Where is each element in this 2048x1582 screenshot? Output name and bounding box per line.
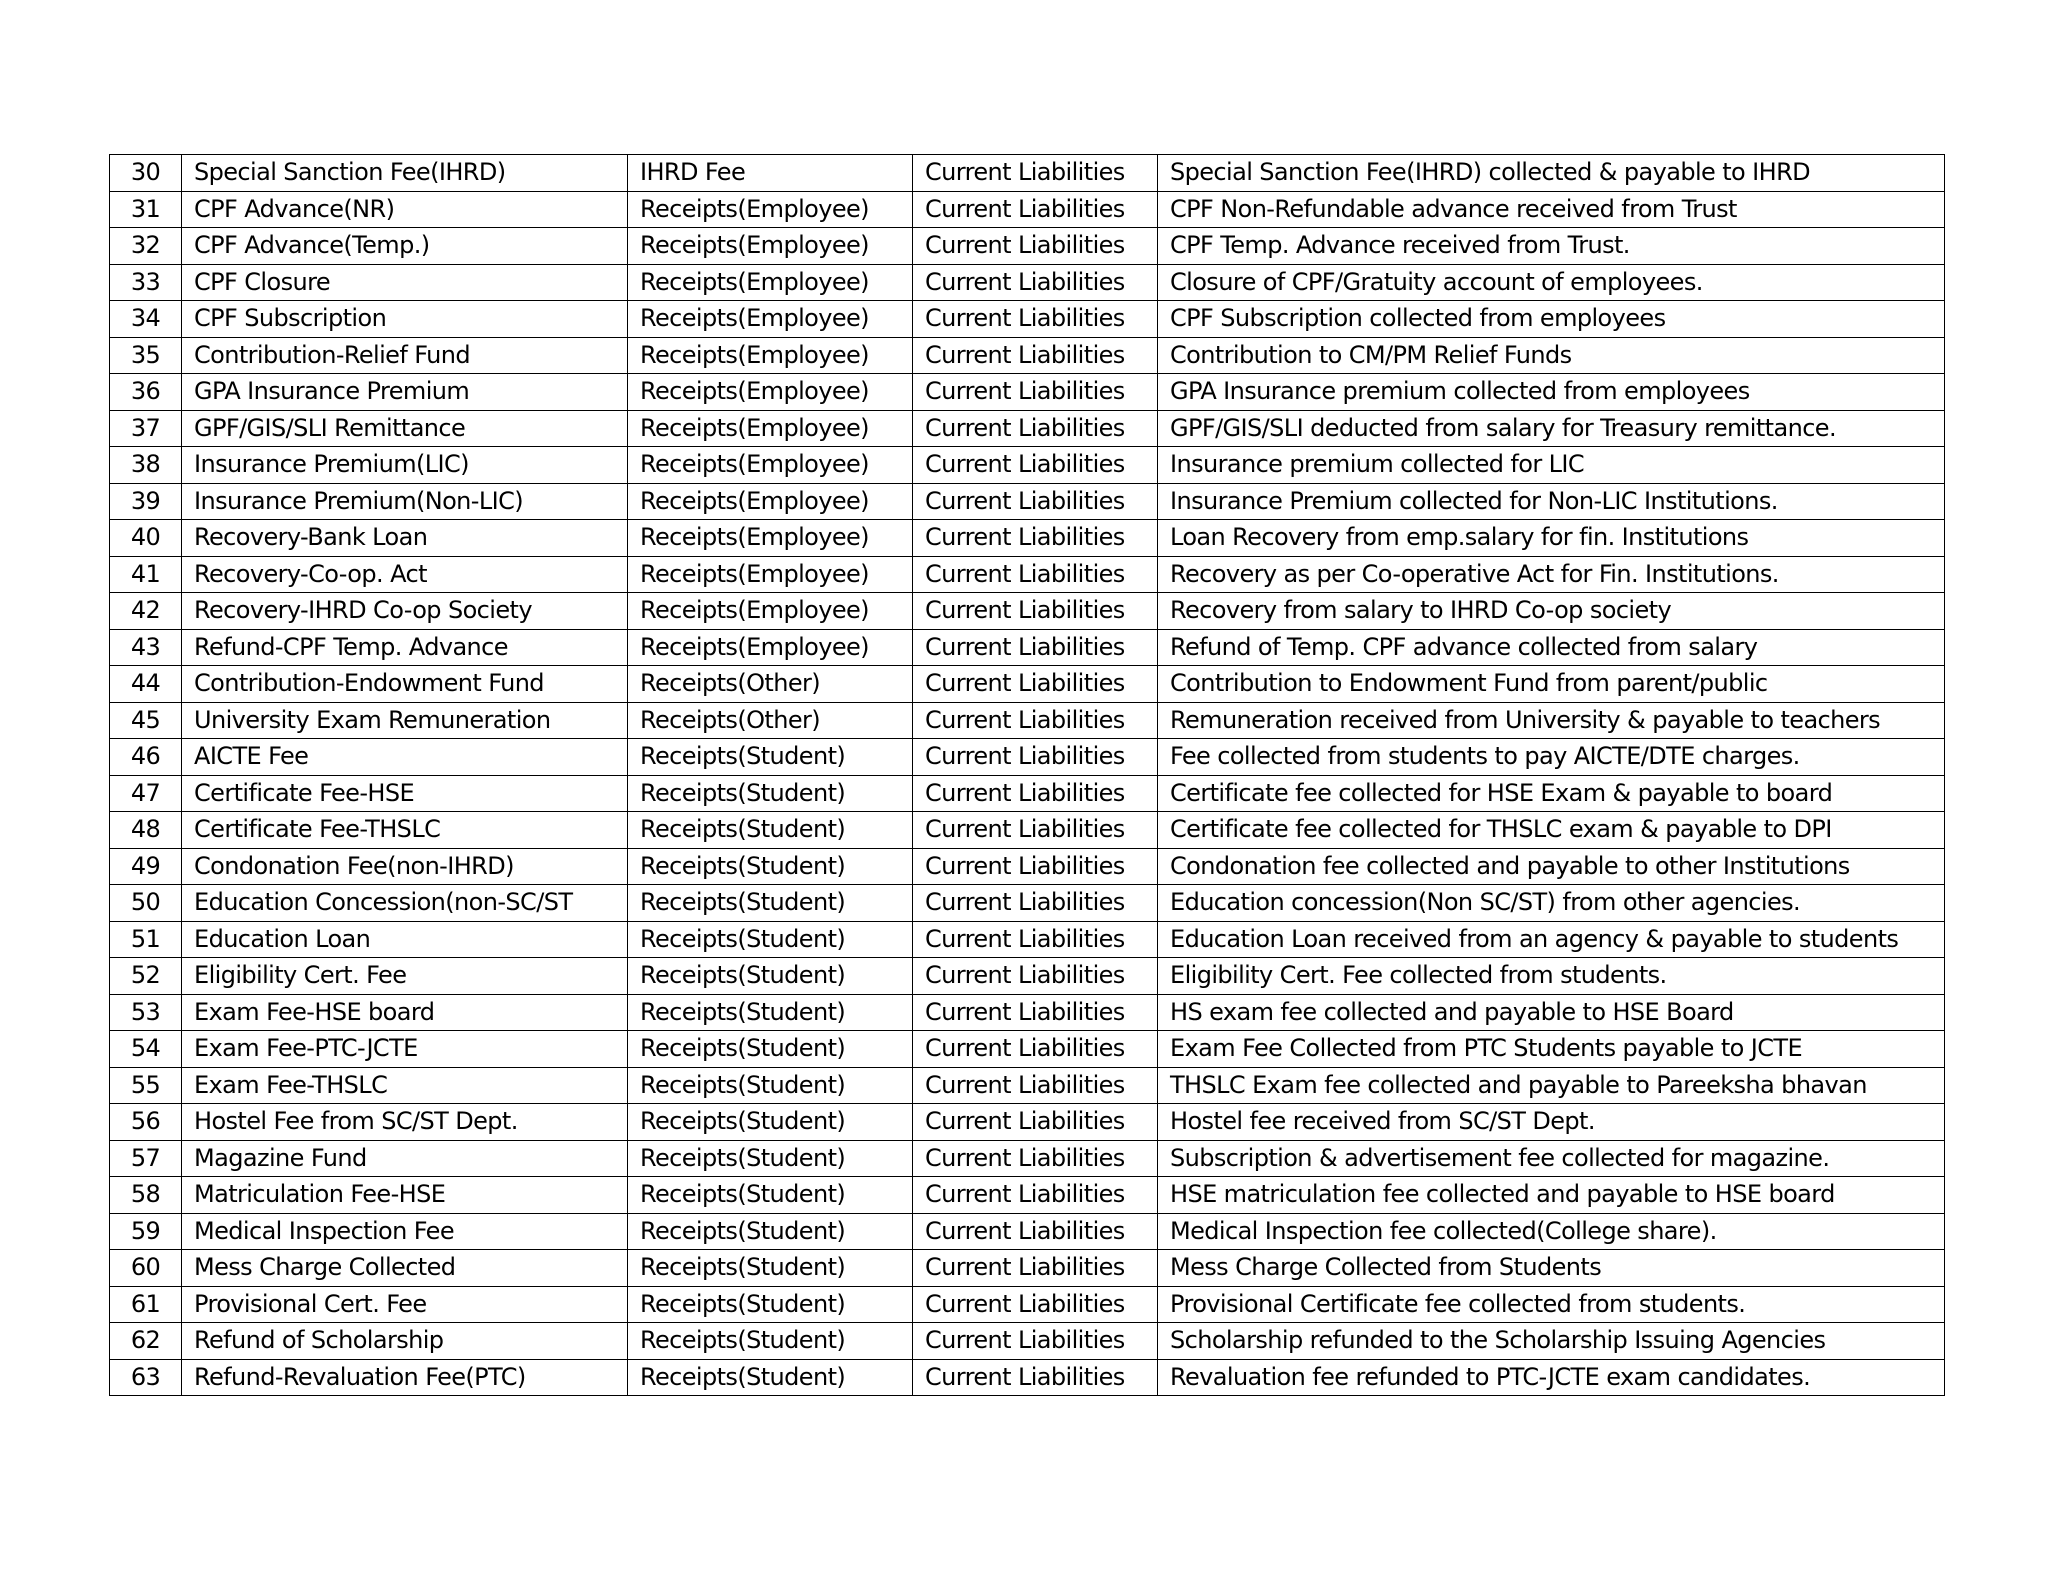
table-row <box>110 629 1945 666</box>
account-group: Current Liabilities <box>913 520 1158 557</box>
table-row <box>110 1286 1945 1323</box>
receipt-type: Receipts(Employee) <box>628 593 913 630</box>
account-head-name: CPF Closure <box>182 264 628 301</box>
account-group: Current Liabilities <box>913 593 1158 630</box>
account-head-name: Provisional Cert. Fee <box>182 1286 628 1323</box>
account-head-name: Insurance Premium(Non-LIC) <box>182 483 628 520</box>
account-head-name: Recovery-Bank Loan <box>182 520 628 557</box>
description: Fee collected from students to pay AICTE/DTE charges. <box>1158 739 1945 776</box>
row-number: 30 <box>110 155 182 192</box>
receipt-type: Receipts(Student) <box>628 775 913 812</box>
account-group: Current Liabilities <box>913 958 1158 995</box>
description: Hostel fee received from SC/ST Dept. <box>1158 1104 1945 1141</box>
description: CPF Temp. Advance received from Trust. <box>1158 228 1945 265</box>
row-number: 52 <box>110 958 182 995</box>
receipt-type: Receipts(Other) <box>628 666 913 703</box>
receipt-type: Receipts(Student) <box>628 812 913 849</box>
account-head-name: GPF/GIS/SLI Remittance <box>182 410 628 447</box>
table-row <box>110 666 1945 703</box>
account-head-name: Recovery-Co-op. Act <box>182 556 628 593</box>
row-number: 37 <box>110 410 182 447</box>
row-number: 60 <box>110 1250 182 1287</box>
receipt-type: Receipts(Employee) <box>628 520 913 557</box>
receipt-type: Receipts(Employee) <box>628 447 913 484</box>
account-head-name: GPA Insurance Premium <box>182 374 628 411</box>
account-group: Current Liabilities <box>913 1067 1158 1104</box>
row-number: 34 <box>110 301 182 338</box>
description: Loan Recovery from emp.salary for fin. Institutions <box>1158 520 1945 557</box>
receipt-type: Receipts(Student) <box>628 1250 913 1287</box>
account-head-name: Education Concession(non-SC/ST <box>182 885 628 922</box>
receipt-type: Receipts(Student) <box>628 1031 913 1068</box>
account-head-name: Matriculation Fee-HSE <box>182 1177 628 1214</box>
account-group: Current Liabilities <box>913 228 1158 265</box>
account-head-name: Eligibility Cert. Fee <box>182 958 628 995</box>
table-row <box>110 447 1945 484</box>
table-row <box>110 812 1945 849</box>
table-row <box>110 775 1945 812</box>
table-row <box>110 739 1945 776</box>
receipt-type: Receipts(Employee) <box>628 556 913 593</box>
account-group: Current Liabilities <box>913 848 1158 885</box>
account-head-name: Refund-CPF Temp. Advance <box>182 629 628 666</box>
account-head-name: Hostel Fee from SC/ST Dept. <box>182 1104 628 1141</box>
row-number: 58 <box>110 1177 182 1214</box>
row-number: 61 <box>110 1286 182 1323</box>
account-group: Current Liabilities <box>913 1359 1158 1396</box>
description: GPA Insurance premium collected from employees <box>1158 374 1945 411</box>
account-group: Current Liabilities <box>913 1177 1158 1214</box>
description: Contribution to Endowment Fund from parent/public <box>1158 666 1945 703</box>
row-number: 62 <box>110 1323 182 1360</box>
row-number: 31 <box>110 191 182 228</box>
table-row <box>110 702 1945 739</box>
receipt-type: Receipts(Student) <box>628 1177 913 1214</box>
table-row <box>110 1140 1945 1177</box>
account-group: Current Liabilities <box>913 447 1158 484</box>
description: Exam Fee Collected from PTC Students payable to JCTE <box>1158 1031 1945 1068</box>
account-head-name: Certificate Fee-HSE <box>182 775 628 812</box>
account-head-name: Magazine Fund <box>182 1140 628 1177</box>
description: Certificate fee collected for HSE Exam & payable to board <box>1158 775 1945 812</box>
description: Recovery from salary to IHRD Co-op society <box>1158 593 1945 630</box>
table-row <box>110 1213 1945 1250</box>
account-group: Current Liabilities <box>913 337 1158 374</box>
table-row <box>110 958 1945 995</box>
table-row <box>110 228 1945 265</box>
row-number: 46 <box>110 739 182 776</box>
row-number: 63 <box>110 1359 182 1396</box>
description: Closure of CPF/Gratuity account of employees. <box>1158 264 1945 301</box>
row-number: 54 <box>110 1031 182 1068</box>
row-number: 39 <box>110 483 182 520</box>
description: Provisional Certificate fee collected from students. <box>1158 1286 1945 1323</box>
receipt-type: Receipts(Student) <box>628 1104 913 1141</box>
receipt-type: Receipts(Student) <box>628 885 913 922</box>
account-head-name: Contribution-Relief Fund <box>182 337 628 374</box>
description: Recovery as per Co-operative Act for Fin. Institutions. <box>1158 556 1945 593</box>
account-head-name: Exam Fee-PTC-JCTE <box>182 1031 628 1068</box>
account-group: Current Liabilities <box>913 775 1158 812</box>
receipt-type: Receipts(Student) <box>628 1323 913 1360</box>
receipt-type: Receipts(Employee) <box>628 301 913 338</box>
account-group: Current Liabilities <box>913 1140 1158 1177</box>
description: Refund of Temp. CPF advance collected from salary <box>1158 629 1945 666</box>
account-group: Current Liabilities <box>913 629 1158 666</box>
row-number: 43 <box>110 629 182 666</box>
receipt-type: Receipts(Employee) <box>628 483 913 520</box>
row-number: 51 <box>110 921 182 958</box>
description: CPF Non-Refundable advance received from Trust <box>1158 191 1945 228</box>
row-number: 44 <box>110 666 182 703</box>
table-row <box>110 1031 1945 1068</box>
account-head-name: University Exam Remuneration <box>182 702 628 739</box>
account-head-name: Refund of Scholarship <box>182 1323 628 1360</box>
table-row <box>110 337 1945 374</box>
table-row <box>110 1323 1945 1360</box>
account-head-name: Certificate Fee-THSLC <box>182 812 628 849</box>
table-row <box>110 520 1945 557</box>
row-number: 59 <box>110 1213 182 1250</box>
row-number: 41 <box>110 556 182 593</box>
table-row <box>110 921 1945 958</box>
table-row <box>110 1067 1945 1104</box>
description: Eligibility Cert. Fee collected from students. <box>1158 958 1945 995</box>
table-row <box>110 301 1945 338</box>
account-head-name: Mess Charge Collected <box>182 1250 628 1287</box>
receipt-type: Receipts(Student) <box>628 958 913 995</box>
receipt-type: Receipts(Employee) <box>628 337 913 374</box>
row-number: 45 <box>110 702 182 739</box>
account-head-name: Refund-Revaluation Fee(PTC) <box>182 1359 628 1396</box>
account-group: Current Liabilities <box>913 1031 1158 1068</box>
table-row <box>110 191 1945 228</box>
account-group: Current Liabilities <box>913 264 1158 301</box>
table-row <box>110 1177 1945 1214</box>
account-group: Current Liabilities <box>913 155 1158 192</box>
description: Special Sanction Fee(IHRD) collected & payable to IHRD <box>1158 155 1945 192</box>
table-row <box>110 994 1945 1031</box>
row-number: 42 <box>110 593 182 630</box>
account-group: Current Liabilities <box>913 1250 1158 1287</box>
description: CPF Subscription collected from employees <box>1158 301 1945 338</box>
account-head-name: Recovery-IHRD Co-op Society <box>182 593 628 630</box>
description: Subscription & advertisement fee collected for magazine. <box>1158 1140 1945 1177</box>
account-head-name: Exam Fee-THSLC <box>182 1067 628 1104</box>
table-row <box>110 410 1945 447</box>
row-number: 32 <box>110 228 182 265</box>
row-number: 35 <box>110 337 182 374</box>
row-number: 57 <box>110 1140 182 1177</box>
account-group: Current Liabilities <box>913 191 1158 228</box>
receipt-type: Receipts(Employee) <box>628 264 913 301</box>
description: Mess Charge Collected from Students <box>1158 1250 1945 1287</box>
row-number: 33 <box>110 264 182 301</box>
account-group: Current Liabilities <box>913 666 1158 703</box>
row-number: 50 <box>110 885 182 922</box>
account-group: Current Liabilities <box>913 483 1158 520</box>
table-row <box>110 885 1945 922</box>
receipt-type: Receipts(Student) <box>628 994 913 1031</box>
receipt-type: Receipts(Student) <box>628 1213 913 1250</box>
account-head-name: AICTE Fee <box>182 739 628 776</box>
account-group: Current Liabilities <box>913 702 1158 739</box>
table-row <box>110 848 1945 885</box>
receipt-type: IHRD Fee <box>628 155 913 192</box>
row-number: 49 <box>110 848 182 885</box>
description: Contribution to CM/PM Relief Funds <box>1158 337 1945 374</box>
receipt-type: Receipts(Employee) <box>628 228 913 265</box>
table-row <box>110 1104 1945 1141</box>
account-group: Current Liabilities <box>913 556 1158 593</box>
account-group: Current Liabilities <box>913 812 1158 849</box>
receipt-type: Receipts(Student) <box>628 848 913 885</box>
description: Revaluation fee refunded to PTC-JCTE exam candidates. <box>1158 1359 1945 1396</box>
account-head-name: CPF Subscription <box>182 301 628 338</box>
table-row <box>110 374 1945 411</box>
account-head-name: Special Sanction Fee(IHRD) <box>182 155 628 192</box>
account-group: Current Liabilities <box>913 885 1158 922</box>
table-row <box>110 1359 1945 1396</box>
receipt-type: Receipts(Student) <box>628 921 913 958</box>
description: Education concession(Non SC/ST) from other agencies. <box>1158 885 1945 922</box>
description: HSE matriculation fee collected and payable to HSE board <box>1158 1177 1945 1214</box>
receipt-type: Receipts(Student) <box>628 739 913 776</box>
row-number: 53 <box>110 994 182 1031</box>
row-number: 55 <box>110 1067 182 1104</box>
account-head-name: Insurance Premium(LIC) <box>182 447 628 484</box>
table-row <box>110 155 1945 192</box>
account-head-name: Condonation Fee(non-IHRD) <box>182 848 628 885</box>
table-row <box>110 483 1945 520</box>
table-row <box>110 593 1945 630</box>
table-row <box>110 1250 1945 1287</box>
description: Education Loan received from an agency & payable to students <box>1158 921 1945 958</box>
receipt-type: Receipts(Student) <box>628 1140 913 1177</box>
receipt-type: Receipts(Employee) <box>628 191 913 228</box>
description: GPF/GIS/SLI deducted from salary for Treasury remittance. <box>1158 410 1945 447</box>
receipt-type: Receipts(Student) <box>628 1067 913 1104</box>
account-group: Current Liabilities <box>913 994 1158 1031</box>
table-row <box>110 264 1945 301</box>
description: Remuneration received from University & payable to teachers <box>1158 702 1945 739</box>
description: Condonation fee collected and payable to other Institutions <box>1158 848 1945 885</box>
account-group: Current Liabilities <box>913 921 1158 958</box>
description: Certificate fee collected for THSLC exam & payable to DPI <box>1158 812 1945 849</box>
account-head-name: Exam Fee-HSE board <box>182 994 628 1031</box>
receipt-type: Receipts(Student) <box>628 1359 913 1396</box>
receipt-type: Receipts(Employee) <box>628 629 913 666</box>
account-group: Current Liabilities <box>913 1213 1158 1250</box>
row-number: 56 <box>110 1104 182 1141</box>
table-body <box>110 155 1945 1396</box>
account-group: Current Liabilities <box>913 374 1158 411</box>
account-group: Current Liabilities <box>913 410 1158 447</box>
receipt-type: Receipts(Other) <box>628 702 913 739</box>
description: Scholarship refunded to the Scholarship Issuing Agencies <box>1158 1323 1945 1360</box>
row-number: 36 <box>110 374 182 411</box>
description: HS exam fee collected and payable to HSE Board <box>1158 994 1945 1031</box>
account-group: Current Liabilities <box>913 1286 1158 1323</box>
account-group: Current Liabilities <box>913 739 1158 776</box>
account-head-name: Medical Inspection Fee <box>182 1213 628 1250</box>
description: Insurance Premium collected for Non-LIC Institutions. <box>1158 483 1945 520</box>
receipt-type: Receipts(Employee) <box>628 410 913 447</box>
account-group: Current Liabilities <box>913 1104 1158 1141</box>
receipt-type: Receipts(Employee) <box>628 374 913 411</box>
row-number: 40 <box>110 520 182 557</box>
description: THSLC Exam fee collected and payable to Pareeksha bhavan <box>1158 1067 1945 1104</box>
row-number: 48 <box>110 812 182 849</box>
account-head-name: CPF Advance(Temp.) <box>182 228 628 265</box>
table-row <box>110 556 1945 593</box>
description: Insurance premium collected for LIC <box>1158 447 1945 484</box>
description: Medical Inspection fee collected(College share). <box>1158 1213 1945 1250</box>
account-head-name: CPF Advance(NR) <box>182 191 628 228</box>
account-heads-table <box>109 154 1945 1396</box>
account-head-name: Contribution-Endowment Fund <box>182 666 628 703</box>
receipt-type: Receipts(Student) <box>628 1286 913 1323</box>
account-group: Current Liabilities <box>913 1323 1158 1360</box>
row-number: 47 <box>110 775 182 812</box>
account-group: Current Liabilities <box>913 301 1158 338</box>
account-head-name: Education Loan <box>182 921 628 958</box>
row-number: 38 <box>110 447 182 484</box>
